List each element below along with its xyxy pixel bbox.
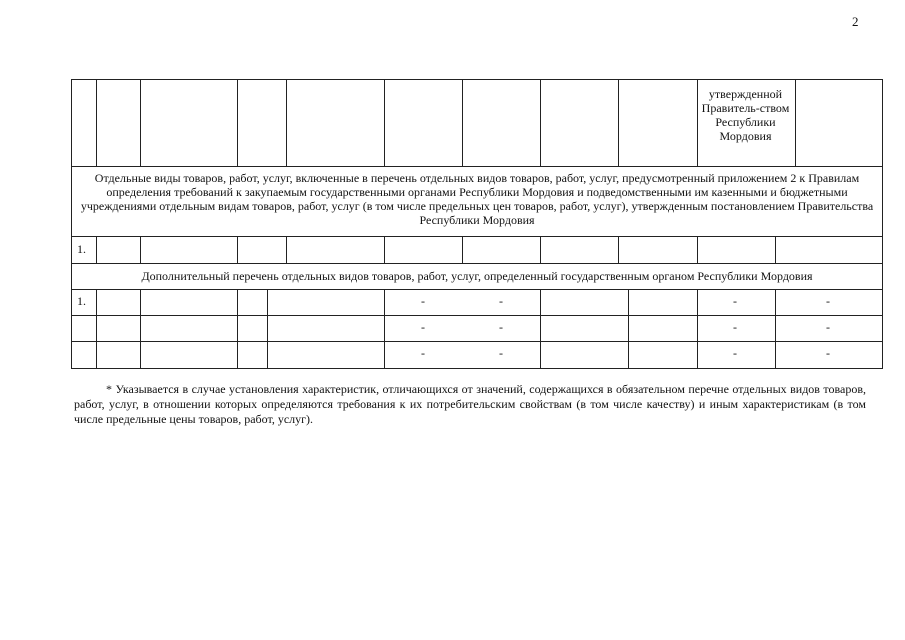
section-2-row-2-dash-2: - bbox=[499, 320, 503, 334]
section-2-row-1-dash-1: - bbox=[421, 294, 425, 308]
section-2-row-2-dash-1: - bbox=[421, 320, 425, 334]
section-2-row-3-dash-2: - bbox=[499, 346, 503, 360]
section-2-row-3-dash-3: - bbox=[733, 346, 737, 360]
header-approved-cell: утвержденной Правитель-ством Республики Мордовия bbox=[701, 87, 790, 143]
section-2-row-3-dash-4: - bbox=[826, 346, 830, 360]
page-number: 2 bbox=[852, 14, 859, 29]
requirements-table bbox=[71, 79, 883, 369]
section-2-row-1-dash-3: - bbox=[733, 294, 737, 308]
section-2-row-3-dash-1: - bbox=[421, 346, 425, 360]
section-2-row-2-dash-3: - bbox=[733, 320, 737, 334]
section-2-heading: Дополнительный перечень отдельных видов товаров, работ, услуг, определенный государственным органом Республики Мордовия bbox=[141, 269, 813, 283]
section-1-heading: Отдельные виды товаров, работ, услуг, включенные в перечень отдельных видов товаров, работ, услуг, предусмотренный приложением 2 к Правилам определения требований к закупаемым государственными органами Республики Мордовия и подведомственными им казенными и бюджетными учреждениями отдельным видам товаров, работ, услуг (в том числе предельных цен товаров, работ, услуг), утвержденным постановлением Правительства Республики Мордовия bbox=[80, 171, 874, 227]
section-1-row-number: 1. bbox=[77, 242, 86, 256]
footnote: * Указывается в случае установления характеристик, отличающихся от значений, содержащихся в обязательном перечне отдельных видов товаров, работ, услуг, в отношении которых определяются требования к их потребительским свойствам (в том числе качеству) и иным характеристикам (в том числе предельные цены товаров, работ, услуг). bbox=[74, 382, 866, 426]
section-2-row-2-dash-4: - bbox=[826, 320, 830, 334]
section-2-row-1-number: 1. bbox=[77, 294, 86, 308]
section-2-row-1-dash-4: - bbox=[826, 294, 830, 308]
section-2-row-1-dash-2: - bbox=[499, 294, 503, 308]
